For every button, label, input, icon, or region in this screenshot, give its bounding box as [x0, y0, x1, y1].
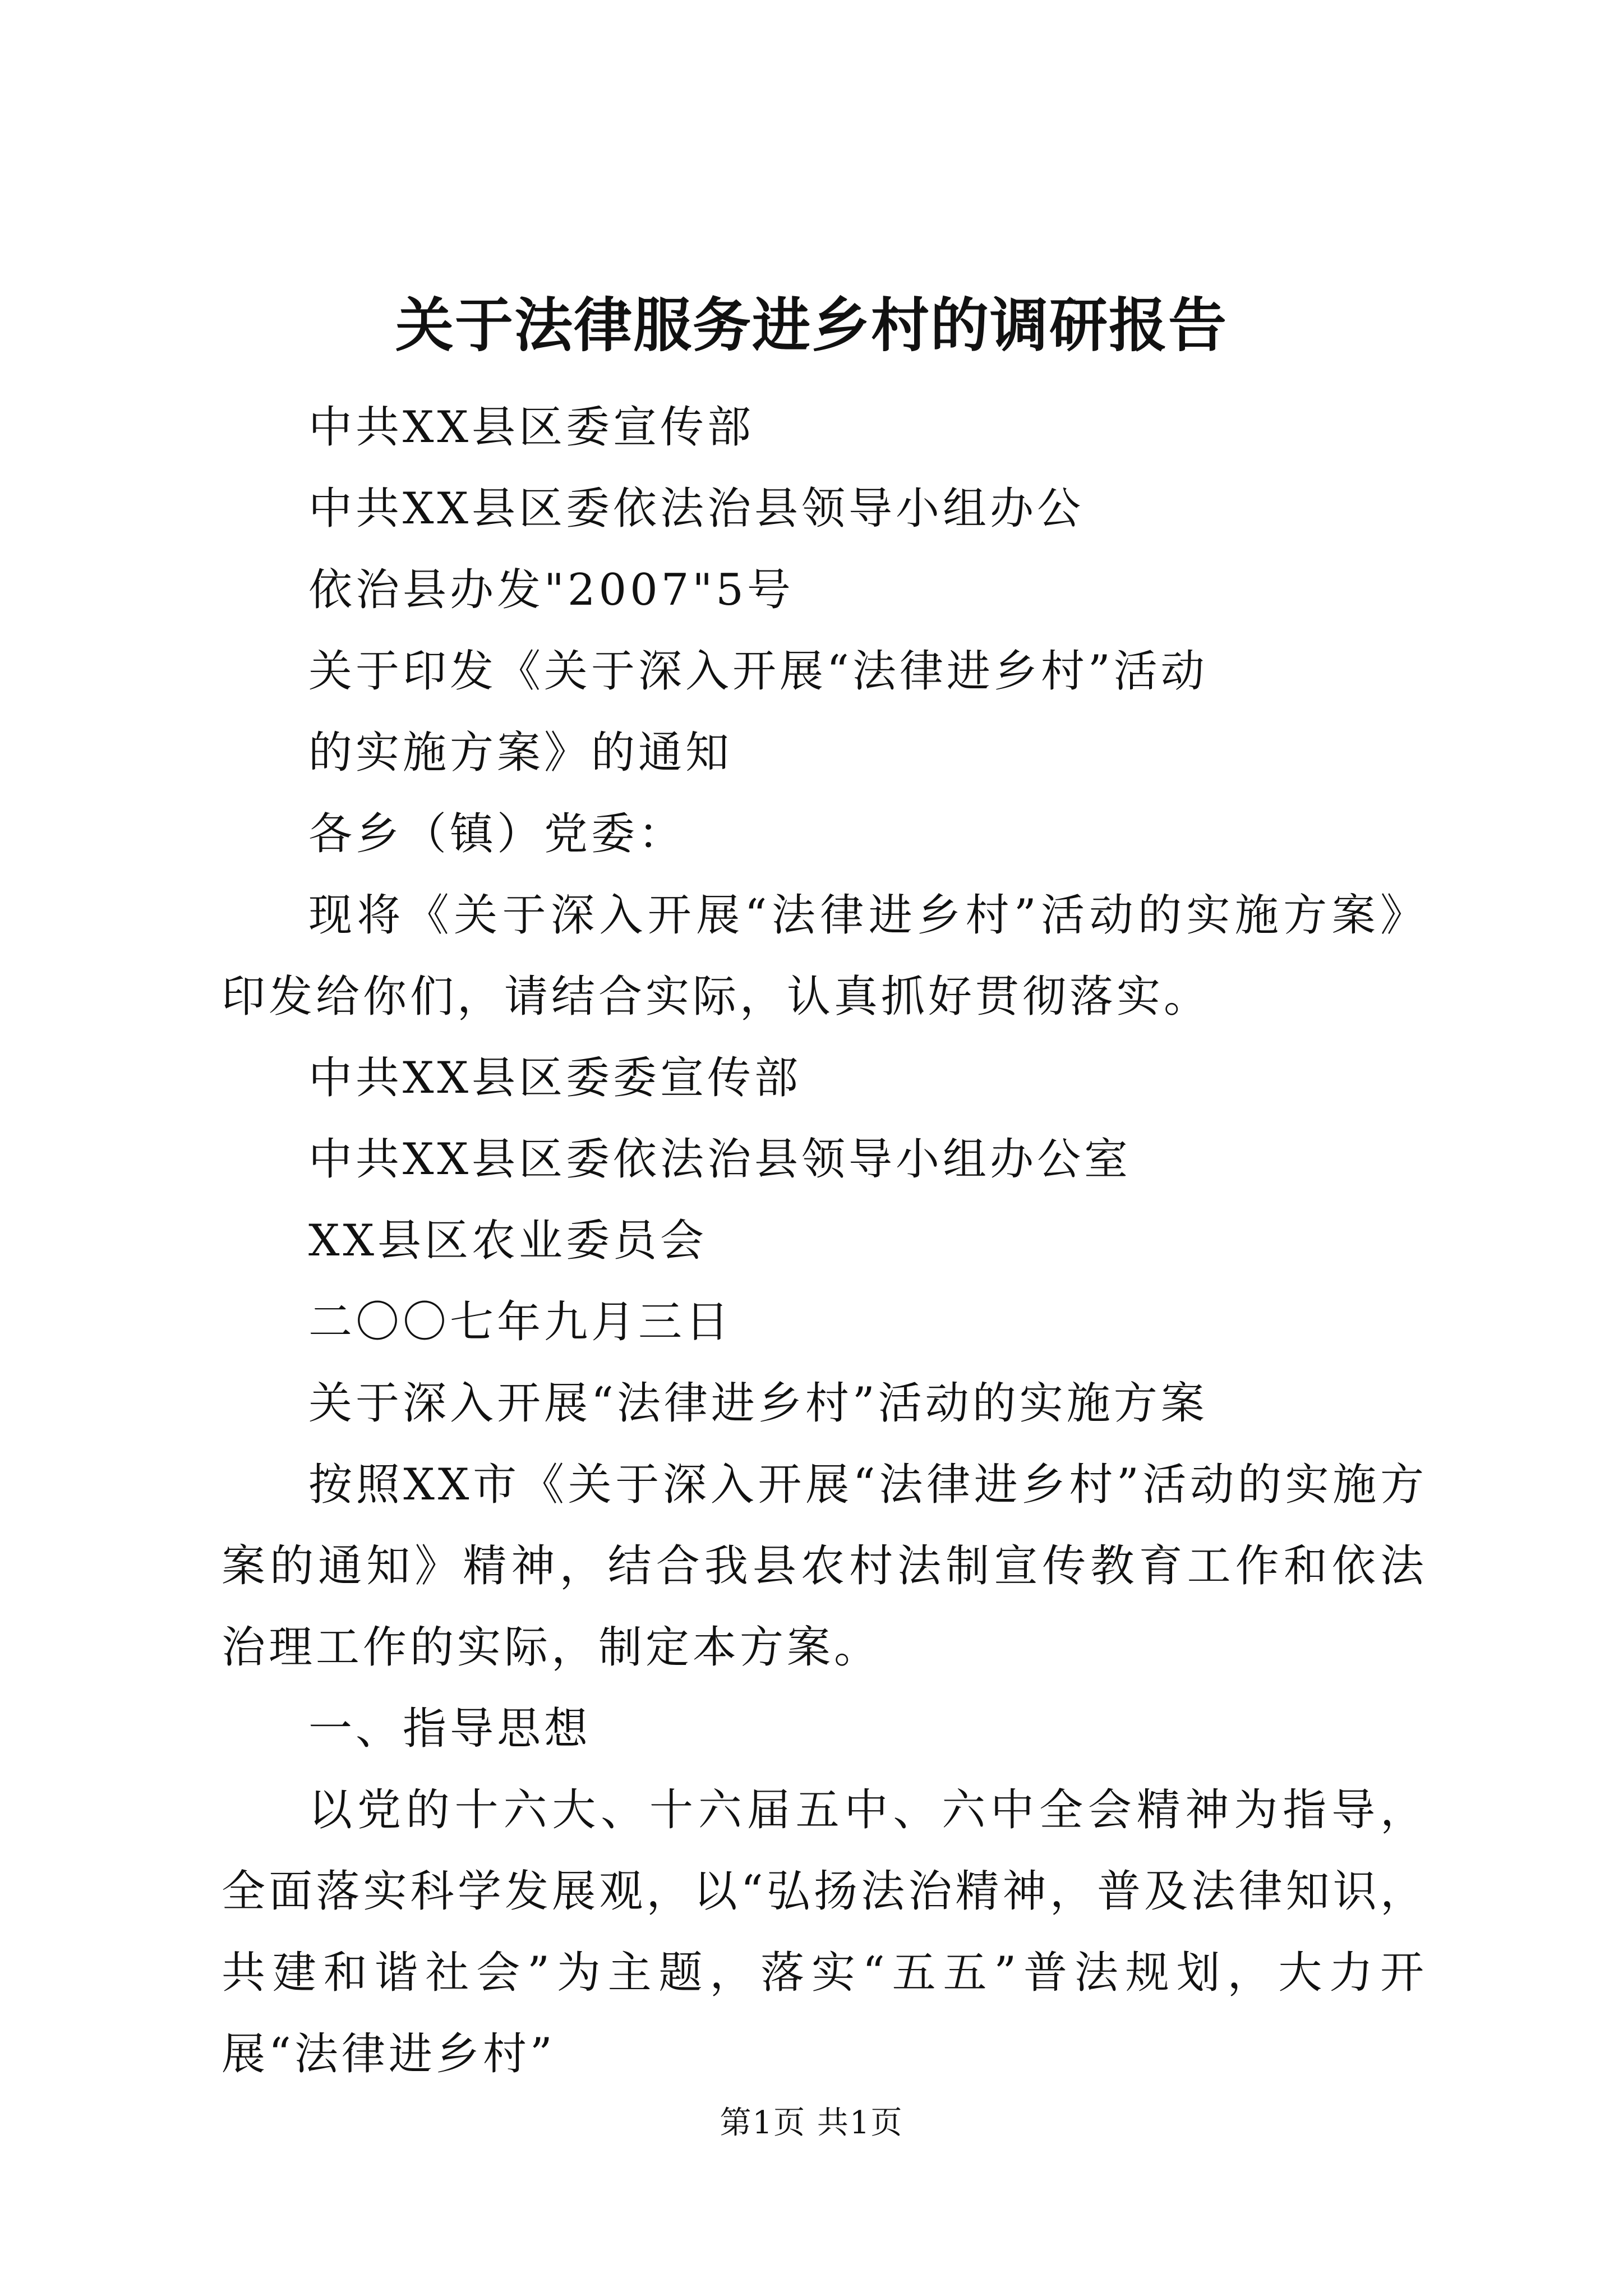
page-footer: 第1页 共1页 [720, 2105, 903, 2141]
notice-title-line: 的实施方案》的通知 [308, 728, 733, 778]
section-paragraph: 以党的十六大、十六届五中、六中全会精神为指导，全面落实科学发展观，以“弘扬法治精神，普及法律知识，共建和谐社会”为主题，落实“五五”普法规划，大力开展“法律进乡村” [222, 1785, 1427, 2079]
notice-paragraph: 现将《关于深入开展“法律进乡村”活动的实施方案》印发给你们，请结合实际，认真抓好贯彻落实。 [222, 890, 1427, 1022]
signature-line: 中共XX县区委委宣传部 [308, 1053, 802, 1103]
plan-title: 关于深入开展“法律进乡村”活动的实施方案 [308, 1378, 1208, 1429]
addressee-line: 各乡（镇）党委： [308, 809, 686, 859]
section-heading: 一、指导思想 [308, 1704, 592, 1754]
signature-line: 中共XX县区委依法治县领导小组办公室 [308, 1134, 1132, 1185]
issuer-line: 中共XX县区委依法治县领导小组办公 [308, 484, 1085, 534]
notice-title-line: 关于印发《关于深入开展“法律进乡村”活动 [308, 646, 1208, 697]
signature-line: XX县区农业委员会 [308, 1216, 708, 1266]
document-title: 关于法律服务进乡村的调研报告 [395, 291, 1228, 360]
plan-intro-paragraph: 按照XX市《关于深入开展“法律进乡村”活动的实施方案的通知》精神，结合我县农村法制宣传教育工作和依法治理工作的实际，制定本方案。 [222, 1460, 1427, 1673]
issuer-line: 中共XX县区委宣传部 [308, 402, 755, 453]
date-line: 二〇〇七年九月三日 [308, 1297, 733, 1347]
document-number: 依治县办发"2007"5号 [308, 565, 794, 615]
document-body [222, 387, 1427, 2095]
